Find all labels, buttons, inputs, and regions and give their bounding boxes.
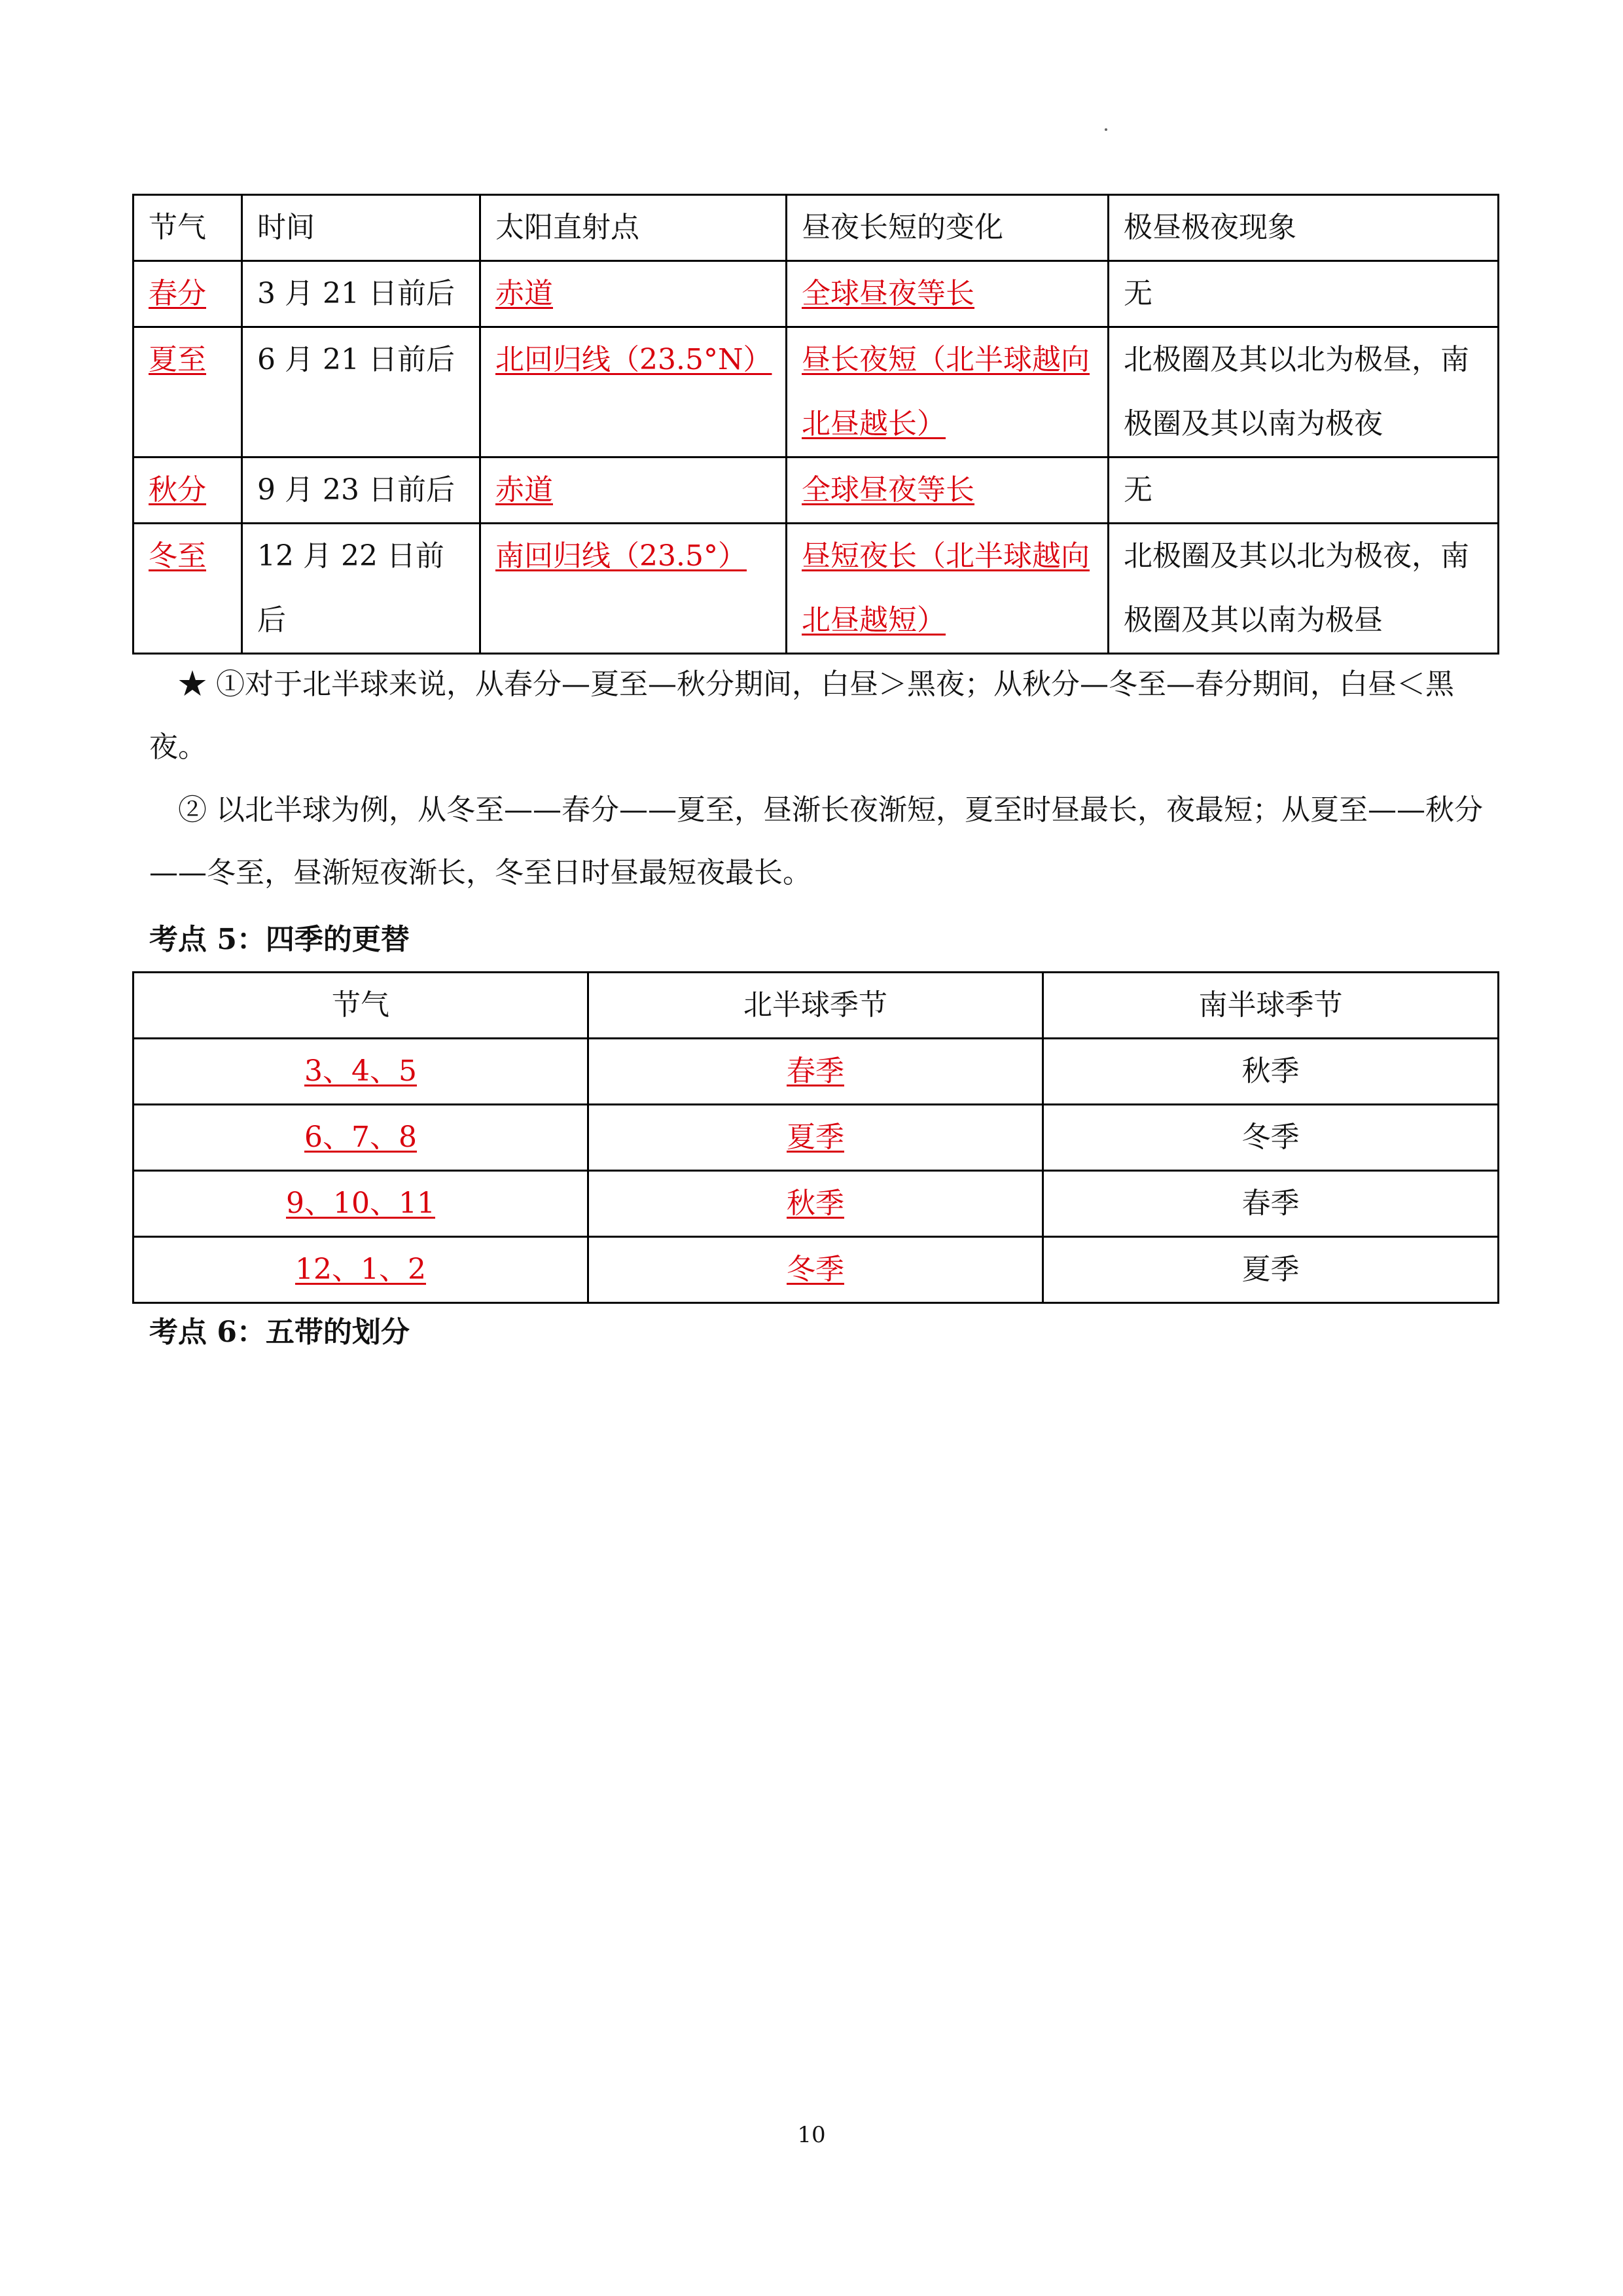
day-night-cell xyxy=(787,327,1109,457)
day-night-cell xyxy=(787,524,1109,654)
header-cell: 南半球季节 xyxy=(1043,973,1499,1039)
direct-point-cell xyxy=(480,457,787,524)
term-cell xyxy=(134,261,242,327)
table-row xyxy=(134,457,1499,524)
south-season-cell: 冬季 xyxy=(1043,1105,1499,1171)
north-season-cell xyxy=(588,1171,1043,1237)
polar-cell: 北极圈及其以北为极昼，南极圈及其以南为极夜 xyxy=(1109,327,1499,457)
answer-text: 昼短夜长（北半球越向北昼越短） xyxy=(802,539,1090,637)
north-season-cell xyxy=(588,1237,1043,1303)
table-row xyxy=(134,1171,1499,1237)
table-header-row xyxy=(134,973,1499,1039)
answer-text: 冬至 xyxy=(149,539,206,573)
answer-text: 昼长夜短（北半球越向北昼越长） xyxy=(802,343,1090,440)
polar-cell: 无 xyxy=(1109,457,1499,524)
table-row xyxy=(134,1237,1499,1303)
south-season-cell: 秋季 xyxy=(1043,1039,1499,1105)
header-cell: 时间 xyxy=(242,195,480,261)
answer-text: 6、7、8 xyxy=(304,1121,417,1154)
time-cell: 12 月 22 日前后 xyxy=(242,524,480,654)
answer-text: 全球昼夜等长 xyxy=(802,277,974,310)
header-cell: 极昼极夜现象 xyxy=(1109,195,1499,261)
direct-point-cell xyxy=(480,524,787,654)
table-row xyxy=(134,261,1499,327)
south-season-cell: 春季 xyxy=(1043,1171,1499,1237)
answer-text: 冬季 xyxy=(787,1253,844,1286)
direct-point-cell xyxy=(480,327,787,457)
header-cell: 北半球季节 xyxy=(588,973,1043,1039)
months-cell xyxy=(134,1039,588,1105)
months-cell xyxy=(134,1171,588,1237)
header-cell: 太阳直射点 xyxy=(480,195,787,261)
table-header-row xyxy=(134,195,1499,261)
south-season-cell: 夏季 xyxy=(1043,1237,1499,1303)
term-cell xyxy=(134,327,242,457)
time-cell: 6 月 21 日前后 xyxy=(242,327,480,457)
solar-terms-table xyxy=(132,194,1499,655)
answer-text: 3、4、5 xyxy=(304,1054,417,1088)
time-cell: 9 月 23 日前后 xyxy=(242,457,480,524)
answer-text: 春分 xyxy=(149,277,206,310)
page-number: 10 xyxy=(797,2122,826,2148)
term-cell xyxy=(134,524,242,654)
table-row xyxy=(134,327,1499,457)
answer-text: 秋分 xyxy=(149,473,206,507)
answer-text: 赤道 xyxy=(495,277,553,310)
table-row xyxy=(134,524,1499,654)
note-paragraph-1: ★ ①对于北半球来说，从春分—夏至—秋分期间，白昼＞黑夜；从秋分—冬至—春分期间，白昼＜黑夜。 xyxy=(149,668,1454,764)
answer-text: 夏至 xyxy=(149,343,206,376)
months-cell xyxy=(134,1105,588,1171)
answer-text: 夏季 xyxy=(787,1121,844,1154)
north-season-cell xyxy=(588,1039,1043,1105)
section-5-heading: 考点 5：四季的更替 xyxy=(149,923,410,956)
direct-point-cell xyxy=(480,261,787,327)
day-night-cell xyxy=(787,261,1109,327)
table-row xyxy=(134,1039,1499,1105)
answer-text: 北回归线（23.5°N） xyxy=(495,343,772,376)
answer-text: 赤道 xyxy=(495,473,553,507)
answer-text: 春季 xyxy=(787,1054,844,1088)
answer-text: 秋季 xyxy=(787,1187,844,1220)
day-night-cell xyxy=(787,457,1109,524)
months-cell xyxy=(134,1237,588,1303)
note-paragraph-2: ② 以北半球为例，从冬至——春分——夏至，昼渐长夜渐短，夏至时昼最长，夜最短；从夏至——秋分——冬至，昼渐短夜渐长，冬至日时昼最短夜最长。 xyxy=(149,793,1483,889)
section-6-heading: 考点 6：五带的划分 xyxy=(149,1316,410,1349)
time-cell: 3 月 21 日前后 xyxy=(242,261,480,327)
table-row xyxy=(134,1105,1499,1171)
answer-text: 12、1、2 xyxy=(295,1253,426,1286)
scan-dot xyxy=(1105,128,1107,131)
answer-text: 全球昼夜等长 xyxy=(802,473,974,507)
term-cell xyxy=(134,457,242,524)
polar-cell: 北极圈及其以北为极夜，南极圈及其以南为极昼 xyxy=(1109,524,1499,654)
answer-text: 9、10、11 xyxy=(286,1187,435,1220)
header-cell: 节气 xyxy=(134,195,242,261)
header-cell: 昼夜长短的变化 xyxy=(787,195,1109,261)
seasons-table xyxy=(132,971,1499,1304)
north-season-cell xyxy=(588,1105,1043,1171)
polar-cell: 无 xyxy=(1109,261,1499,327)
header-cell: 节气 xyxy=(134,973,588,1039)
answer-text: 南回归线（23.5°） xyxy=(495,539,747,573)
